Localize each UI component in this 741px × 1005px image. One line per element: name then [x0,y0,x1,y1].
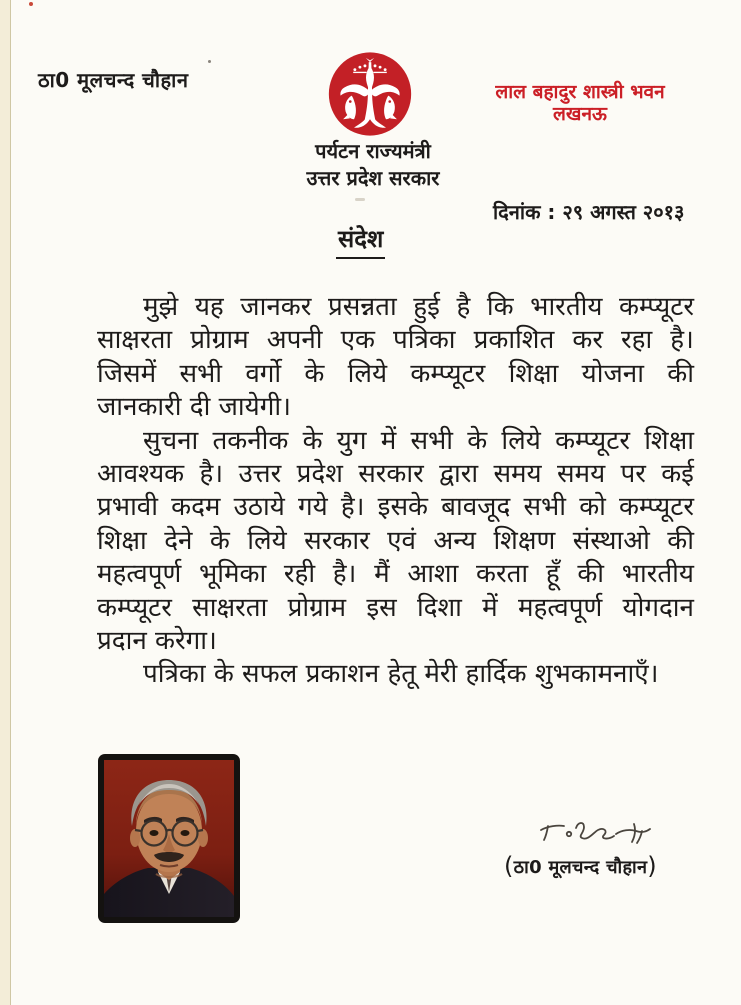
body-line: जानकारी दी जायेगी। [97,392,291,423]
body-line: सुचना तकनीक के युग में सभी के लिये कम्प्यूटर शिक्षा [143,425,694,456]
signed-name-open-paren: ( [504,852,514,880]
body-line: मुझे यह जानकर प्रसन्नता हुई है कि भारतीय कम्प्यूटर [143,292,694,322]
portrait-photo [98,754,240,923]
body-text [97,291,694,692]
designation-line1: पर्यटन राज्यमंत्री [315,139,431,163]
body-line: प्रदान करेगा। [97,625,217,656]
body-line: पत्रिका के सफल प्रकाशन हेतू मेरी हार्दिक शुभकामनाएँ। [143,659,659,690]
body-line: महत्वपूर्ण भूमिका रही है। मैं आशा करता हूँ की भारतीय [97,559,694,590]
page-title: संदेश [336,222,385,259]
scan-speck [208,60,211,63]
designation-line2: उत्तर प्रदेश सरकार [306,166,440,190]
signed-name-close-paren: ) [647,852,657,880]
scan-smudge [355,198,365,201]
address-line1: लाल बहादुर शास्त्री भवन [495,81,665,103]
body-line: साक्षरता प्रोग्राम अपनी एक पत्रिका प्रकाशित कर रहा है। [97,325,694,356]
date-line: दिनांक : २९ अगस्त २०१३ [493,200,685,224]
handwritten-signature-icon [538,818,656,852]
signed-name-text: ठा0 मूलचन्द चौहान [513,857,648,878]
body-line: शिक्षा देने के लिये सरकार एवं अन्य शिक्षण संस्थाओ की [97,525,694,556]
signed-name [504,851,657,879]
letterhead-address [484,81,676,125]
up-government-emblem-icon [328,52,412,136]
scan-speck [29,2,33,6]
body-line: आवश्यक है। उत्तर प्रदेश सरकार द्वारा समय समय पर कई [97,458,694,489]
sender-name: ठा0 मूलचन्द चौहान [38,68,189,92]
body-line: जिसमें सभी वर्गो के लिये कम्प्यूटर शिक्षा योजना की [97,358,694,389]
body-line: प्रभावी कदम उठाये गये है। इसके बावजूद सभी को कम्प्यूटर [97,492,694,523]
designation-block [268,138,478,192]
address-line2: लखनऊ [553,103,607,125]
scan-edge-strip [0,0,11,1005]
body-line: कम्प्यूटर साक्षरता प्रोग्राम इस दिशा में महत्वपूर्ण योगदान [97,592,694,623]
